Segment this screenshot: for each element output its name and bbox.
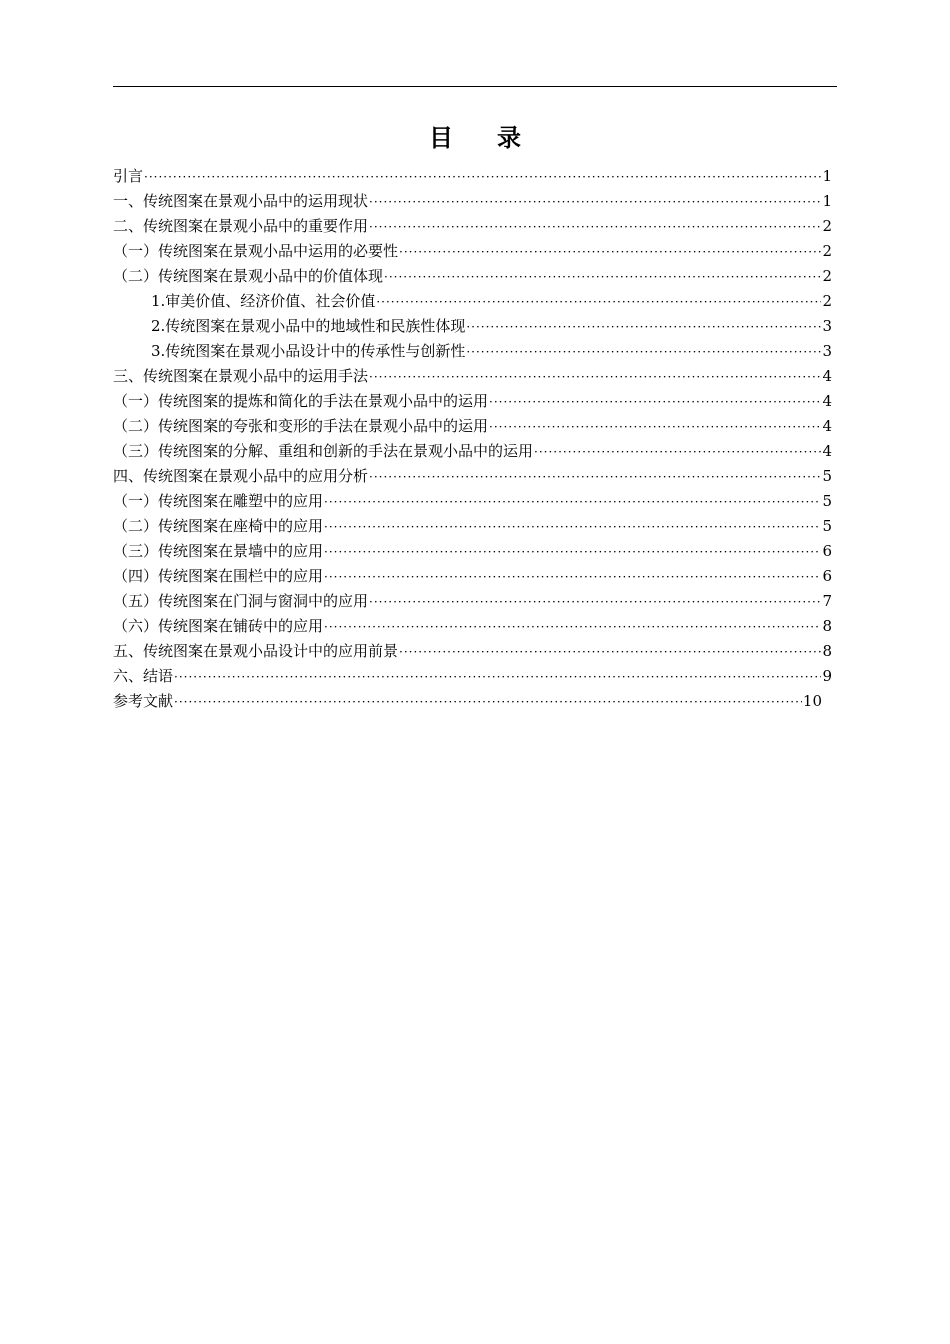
toc-entry[interactable] bbox=[113, 414, 832, 439]
toc-dot-leader bbox=[489, 415, 821, 440]
toc-entry-label: 五、传统图案在景观小品设计中的应用前景 bbox=[113, 642, 399, 660]
toc-entry[interactable] bbox=[113, 664, 832, 689]
toc-entry[interactable] bbox=[113, 289, 832, 314]
toc-dot-leader bbox=[466, 315, 821, 340]
toc-entry[interactable] bbox=[113, 589, 832, 614]
toc-dot-leader bbox=[174, 690, 802, 715]
toc-dot-leader bbox=[399, 640, 821, 665]
toc-entry-label: 2.传统图案在景观小品中的地域性和民族性体现 bbox=[151, 317, 466, 335]
toc-entry-label: 参考文献 bbox=[113, 692, 174, 710]
toc-dot-leader bbox=[144, 165, 821, 190]
toc-entry-page: 2 bbox=[822, 217, 832, 235]
toc-dot-leader bbox=[324, 515, 821, 540]
toc-dot-leader bbox=[324, 565, 821, 590]
page-title bbox=[0, 120, 950, 156]
toc-entry-page: 3 bbox=[822, 317, 832, 335]
toc-dot-leader bbox=[369, 590, 821, 615]
toc-dot-leader bbox=[376, 290, 821, 315]
toc-entry-label: （四）传统图案在围栏中的应用 bbox=[113, 567, 324, 585]
toc-entry-page: 6 bbox=[822, 567, 832, 585]
toc-entry[interactable] bbox=[113, 614, 832, 639]
toc-entry[interactable] bbox=[113, 164, 832, 189]
toc-entry[interactable] bbox=[113, 564, 832, 589]
toc-entry-label: 3.传统图案在景观小品设计中的传承性与创新性 bbox=[151, 342, 466, 360]
toc-entry-label: （一）传统图案在景观小品中运用的必要性 bbox=[113, 242, 399, 260]
toc-entry-page: 10 bbox=[802, 692, 822, 710]
title-char-left: 目 bbox=[429, 124, 453, 152]
toc-entry-page: 2 bbox=[822, 242, 832, 260]
table-of-contents bbox=[113, 164, 832, 714]
toc-entry-label: （二）传统图案在座椅中的应用 bbox=[113, 517, 324, 535]
header-rule bbox=[113, 86, 837, 87]
toc-entry-label: 六、结语 bbox=[113, 667, 174, 685]
toc-entry-page: 5 bbox=[822, 467, 832, 485]
toc-entry-label: 四、传统图案在景观小品中的应用分析 bbox=[113, 467, 369, 485]
toc-entry-label: （一）传统图案的提炼和简化的手法在景观小品中的运用 bbox=[113, 392, 489, 410]
toc-entry-page: 8 bbox=[822, 617, 832, 635]
toc-dot-leader bbox=[369, 465, 821, 490]
toc-entry-page: 4 bbox=[822, 442, 832, 460]
toc-dot-leader bbox=[324, 490, 821, 515]
toc-entry[interactable] bbox=[113, 689, 822, 714]
toc-dot-leader bbox=[174, 665, 821, 690]
toc-dot-leader bbox=[324, 540, 821, 565]
toc-entry-page: 4 bbox=[822, 392, 832, 410]
toc-entry[interactable] bbox=[113, 214, 832, 239]
toc-entry-page: 9 bbox=[822, 667, 832, 685]
toc-entry-page: 1 bbox=[822, 192, 832, 210]
toc-dot-leader bbox=[369, 215, 821, 240]
toc-entry[interactable] bbox=[113, 389, 832, 414]
toc-dot-leader bbox=[466, 340, 821, 365]
toc-entry[interactable] bbox=[113, 189, 832, 214]
toc-dot-leader bbox=[384, 265, 821, 290]
toc-entry[interactable] bbox=[113, 464, 832, 489]
toc-entry-page: 2 bbox=[822, 267, 832, 285]
toc-entry-label: （三）传统图案在景墙中的应用 bbox=[113, 542, 324, 560]
toc-entry-page: 3 bbox=[822, 342, 832, 360]
toc-entry-page: 7 bbox=[822, 592, 832, 610]
toc-entry-label: （二）传统图案在景观小品中的价值体现 bbox=[113, 267, 384, 285]
toc-entry-label: （三）传统图案的分解、重组和创新的手法在景观小品中的运用 bbox=[113, 442, 534, 460]
toc-entry-label: （二）传统图案的夸张和变形的手法在景观小品中的运用 bbox=[113, 417, 489, 435]
toc-dot-leader bbox=[489, 390, 821, 415]
title-char-right: 录 bbox=[497, 124, 521, 152]
toc-entry-page: 5 bbox=[822, 492, 832, 510]
toc-entry[interactable] bbox=[113, 264, 832, 289]
toc-entry-label: （一）传统图案在雕塑中的应用 bbox=[113, 492, 324, 510]
toc-entry-label: （六）传统图案在铺砖中的应用 bbox=[113, 617, 324, 635]
toc-entry[interactable] bbox=[113, 239, 832, 264]
toc-entry-page: 6 bbox=[822, 542, 832, 560]
toc-entry[interactable] bbox=[113, 439, 832, 464]
toc-entry[interactable] bbox=[113, 339, 832, 364]
toc-entry-page: 5 bbox=[822, 517, 832, 535]
toc-entry[interactable] bbox=[113, 364, 832, 389]
toc-entry-label: 二、传统图案在景观小品中的重要作用 bbox=[113, 217, 369, 235]
toc-entry-label: 三、传统图案在景观小品中的运用手法 bbox=[113, 367, 369, 385]
toc-entry-page: 2 bbox=[822, 292, 832, 310]
toc-entry-page: 4 bbox=[822, 417, 832, 435]
toc-entry[interactable] bbox=[113, 514, 832, 539]
toc-dot-leader bbox=[369, 190, 821, 215]
toc-entry-page: 1 bbox=[822, 167, 832, 185]
toc-dot-leader bbox=[324, 615, 821, 640]
toc-dot-leader bbox=[534, 440, 821, 465]
toc-entry-label: 1.审美价值、经济价值、社会价值 bbox=[151, 292, 376, 310]
toc-entry[interactable] bbox=[113, 314, 832, 339]
toc-entry[interactable] bbox=[113, 489, 832, 514]
toc-entry-page: 4 bbox=[822, 367, 832, 385]
toc-entry-label: 引言 bbox=[113, 167, 144, 185]
toc-entry[interactable] bbox=[113, 539, 832, 564]
toc-dot-leader bbox=[369, 365, 821, 390]
toc-entry-page: 8 bbox=[822, 642, 832, 660]
toc-entry[interactable] bbox=[113, 639, 832, 664]
toc-entry-label: 一、传统图案在景观小品中的运用现状 bbox=[113, 192, 369, 210]
toc-dot-leader bbox=[399, 240, 821, 265]
toc-entry-label: （五）传统图案在门洞与窗洞中的应用 bbox=[113, 592, 369, 610]
